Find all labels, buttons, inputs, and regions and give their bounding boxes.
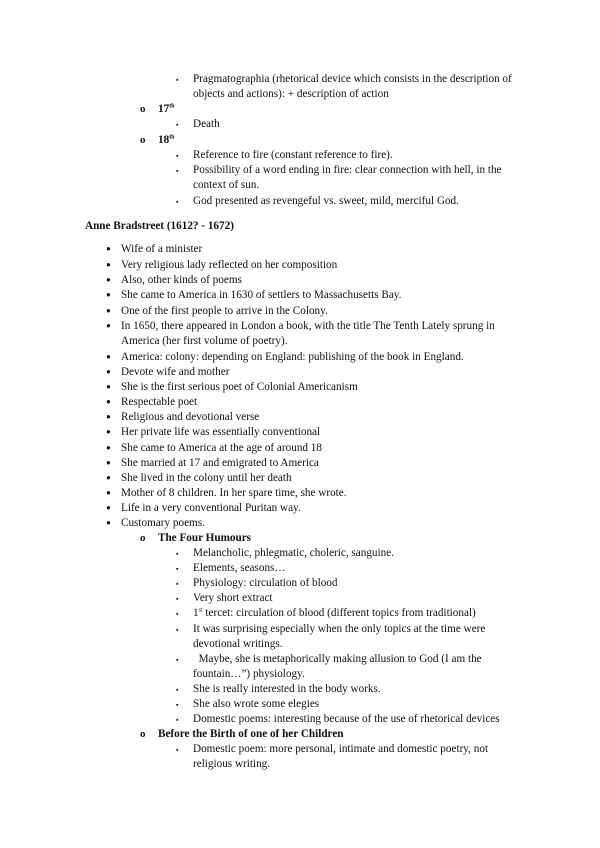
list-item: Melancholic, phlegmatic, choleric, sanguine. <box>193 547 394 559</box>
bullet-icon: ● <box>106 306 111 315</box>
sub-heading-four-humours: The Four Humours <box>158 532 252 544</box>
square-bullet-icon: ▪ <box>176 610 179 618</box>
square-bullet-icon: ▪ <box>176 701 179 709</box>
square-bullet-icon: ▪ <box>176 152 179 160</box>
list-item: She married at 17 and emigrated to America <box>121 457 319 469</box>
list-item: She came to America at the age of around 18 <box>121 442 322 454</box>
list-item-continuation: devotional writings. <box>193 638 283 650</box>
square-bullet-icon: ▪ <box>176 198 179 206</box>
bullet-icon: ● <box>106 458 111 467</box>
bullet-icon: ● <box>106 412 111 421</box>
list-item: She is really interested in the body works. <box>193 683 381 695</box>
bullet-icon: ● <box>106 488 111 497</box>
list-item: Mother of 8 children. In her spare time, she wrote. <box>121 487 347 499</box>
list-item: Domestic poem: more personal, intimate and domestic poetry, not <box>193 743 489 755</box>
list-item: Very religious lady reflected on her composition <box>121 259 338 271</box>
list-item: In 1650, there appeared in London a book, with the title The Tenth Lately sprung in <box>121 320 495 332</box>
list-item: Also, other kinds of poems <box>121 274 242 286</box>
list-item: 1st tercet: circulation of blood (different topics from traditional) <box>193 607 476 619</box>
circle-bullet-icon: o <box>140 103 146 115</box>
list-item: Possibility of a word ending in fire: clear connection with hell, in the <box>193 164 502 176</box>
list-item: Elements, seasons… <box>193 562 286 574</box>
square-bullet-icon: ▪ <box>176 76 179 84</box>
bullet-icon: ● <box>106 503 111 512</box>
list-item: Physiology: circulation of blood <box>193 577 338 589</box>
list-item: She lived in the colony until her death <box>121 472 292 484</box>
square-bullet-icon: ▪ <box>176 656 179 664</box>
bullet-icon: ● <box>106 518 111 527</box>
list-item: Respectable poet <box>121 396 198 408</box>
list-item: It was surprising especially when the only topics at the time were <box>193 623 486 635</box>
list-item: She also wrote some elegies <box>193 698 320 710</box>
list-item-continuation: America (her first volume of poetry). <box>121 335 288 347</box>
list-item: Pragmatographia (rhetorical device which consists in the description of <box>193 73 512 85</box>
bullet-icon: ● <box>106 321 111 330</box>
square-bullet-icon: ▪ <box>176 550 179 558</box>
list-item: One of the first people to arrive in the Colony. <box>121 305 328 317</box>
bullet-icon: ● <box>106 382 111 391</box>
list-item: America: colony: depending on England: publishing of the book in England. <box>121 351 464 363</box>
square-bullet-icon: ▪ <box>176 686 179 694</box>
sub-heading-18th: 18th <box>158 134 175 146</box>
list-item: Religious and devotional verse <box>121 411 260 423</box>
section-heading: Anne Bradstreet (1612? - 1672) <box>85 220 234 232</box>
bullet-icon: ● <box>106 244 111 253</box>
circle-bullet-icon: o <box>140 728 146 740</box>
bullet-icon: ● <box>106 260 111 269</box>
list-item: Very short extract <box>193 592 273 604</box>
square-bullet-icon: ▪ <box>176 580 179 588</box>
list-item-continuation: religious writing. <box>193 758 271 770</box>
bullet-icon: ● <box>106 473 111 482</box>
list-item: Devote wife and mother <box>121 366 230 378</box>
square-bullet-icon: ▪ <box>176 121 179 129</box>
bullet-icon: ● <box>106 443 111 452</box>
sub-heading-before-birth: Before the Birth of one of her Children <box>158 728 344 740</box>
square-bullet-icon: ▪ <box>176 626 179 634</box>
list-item: Reference to fire (constant reference to fire). <box>193 149 393 161</box>
square-bullet-icon: ▪ <box>176 167 179 175</box>
bullet-icon: ● <box>106 427 111 436</box>
list-item-continuation: fountain…”) physiology. <box>193 668 305 680</box>
square-bullet-icon: ▪ <box>176 716 179 724</box>
circle-bullet-icon: o <box>140 134 146 146</box>
bullet-icon: ● <box>106 367 111 376</box>
bullet-icon: ● <box>106 397 111 406</box>
bullet-icon: ● <box>106 352 111 361</box>
sub-heading-17th: 17th <box>158 103 175 115</box>
square-bullet-icon: ▪ <box>176 746 179 754</box>
bullet-icon: ● <box>106 290 111 299</box>
list-item: Her private life was essentially conventional <box>121 426 321 438</box>
square-bullet-icon: ▪ <box>176 565 179 573</box>
list-item-continuation: objects and actions): + description of action <box>193 88 389 100</box>
list-item: Customary poems. <box>121 517 205 529</box>
list-item: Life in a very conventional Puritan way. <box>121 502 301 514</box>
square-bullet-icon: ▪ <box>176 595 179 603</box>
list-item: Wife of a minister <box>121 243 203 255</box>
list-item: Domestic poems: interesting because of the use of rhetorical devices <box>193 713 500 725</box>
list-item-continuation: context of sun. <box>193 179 260 191</box>
list-item: Maybe, she is metaphorically making allusion to God (I am the <box>193 653 482 665</box>
list-item: Death <box>193 118 220 130</box>
bullet-icon: ● <box>106 275 111 284</box>
circle-bullet-icon: o <box>140 532 146 544</box>
list-item: God presented as revengeful vs. sweet, mild, merciful God. <box>193 195 459 207</box>
list-item: She came to America in 1630 of settlers to Massachusetts Bay. <box>121 289 402 301</box>
list-item: She is the first serious poet of Colonial Americanism <box>121 381 358 393</box>
